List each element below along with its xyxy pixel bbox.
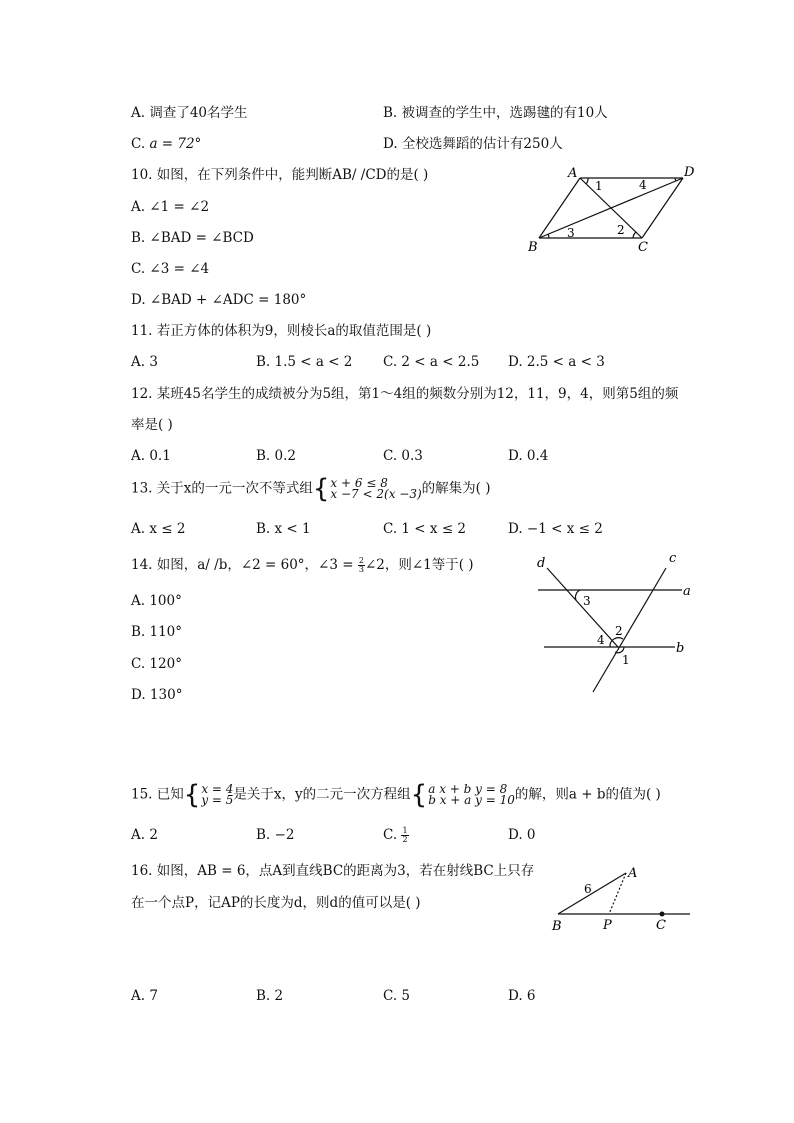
q10-option-b: B. ∠BAD = ∠BCD: [131, 230, 254, 246]
q10-label-angle-4: 4: [639, 178, 647, 192]
q16-option-d: D. 6: [508, 988, 536, 1004]
q11-option-b: B. 1.5 < a < 2: [256, 354, 353, 370]
q15-solution-y: y = 5: [201, 793, 234, 807]
q12-option-b: B. 0.2: [256, 448, 296, 464]
q12-stem-line2: 率是( ): [131, 417, 173, 433]
q14-fraction: [358, 557, 365, 574]
q14-option-d: D. 130°: [131, 687, 183, 703]
q10-label-angle-1: 1: [595, 179, 603, 193]
q16-stem-line2: 在一个点P，记AP的长度为d，则d的值可以是( ): [131, 895, 421, 911]
q14-option-a: A. 100°: [131, 593, 182, 609]
q10-label-angle-3: 3: [567, 226, 575, 240]
q15-option-b: B. −2: [256, 827, 295, 843]
q16-label-a: A: [628, 866, 638, 881]
q10-label-angle-2: 2: [617, 223, 625, 237]
q15-stem: [131, 780, 661, 810]
q13-option-a: A. x ≤ 2: [131, 521, 186, 537]
q14-label-a: a: [683, 584, 691, 599]
q15-equation-system: [410, 780, 515, 810]
q14-stem-prefix: 14. 如图，a/ /b，∠2 = 60°，∠3 =: [131, 557, 358, 573]
q13-inequality-2: x −7 < 2(x −3): [330, 487, 422, 501]
q13-brace: {: [312, 474, 330, 504]
q15-option-d: D. 0: [508, 827, 536, 843]
q12-option-a: A. 0.1: [131, 448, 171, 464]
q16-option-c: C. 5: [383, 988, 411, 1004]
q13-inequality-1: x + 6 ≤ 8: [330, 476, 388, 490]
q13-stem: [131, 474, 491, 504]
q14-label-angle-1: 1: [622, 653, 630, 667]
q9-option-d: D. 全校选舞蹈的估计有250人: [383, 136, 563, 152]
q14-stem-suffix: ∠2，则∠1等于( ): [364, 557, 474, 573]
q11-option-d: D. 2.5 < a < 3: [508, 354, 605, 370]
q9-option-c-expr: a = 72°: [149, 136, 202, 152]
q15-solution-brace: {: [183, 780, 201, 810]
q15-stem-prefix: 15. 已知: [131, 786, 184, 803]
q10-angle-3-arc: [548, 234, 549, 238]
q14-label-angle-2: 2: [615, 624, 623, 638]
q16-label-p: P: [603, 918, 612, 933]
q14-angle-4-arc: [610, 639, 614, 647]
q14-label-angle-3: 3: [583, 594, 591, 608]
q16-label-b: B: [552, 919, 562, 934]
q13-inequality-system: [312, 474, 422, 504]
q15-equation-1: a x + b y = 8: [428, 782, 508, 796]
q13-option-b: B. x < 1: [256, 521, 311, 537]
q12-option-c: C. 0.3: [383, 448, 423, 464]
q16-label-c: C: [656, 918, 666, 933]
q15-stem-suffix: 的解，则a + b的值为( ): [514, 786, 661, 803]
q16-ray-figure: [545, 860, 695, 938]
q16-option-b: B. 2: [256, 988, 284, 1004]
q10-option-d: D. ∠BAD + ∠ADC = 180°: [131, 292, 307, 308]
q15-equation-2: b x + a y = 10: [428, 793, 515, 807]
q10-label-a: A: [568, 166, 578, 181]
q10-option-a: A. ∠1 = ∠2: [131, 199, 210, 215]
q9-option-a: A. 调查了40名学生: [131, 105, 248, 121]
q16-segment-ab: [558, 873, 626, 914]
q15-option-c-fraction: [401, 827, 408, 844]
q11-stem: 11. 若正方体的体积为9，则棱长a的取值范围是( ): [131, 323, 432, 339]
q10-diagonal-bd: [539, 178, 683, 238]
q14-label-c: c: [669, 551, 677, 566]
q13-option-c: C. 1 < x ≤ 2: [383, 521, 467, 537]
q16-option-a: A. 7: [131, 988, 158, 1004]
q15-option-c-denominator: 2: [402, 835, 408, 844]
q10-parallelogram-figure: [525, 160, 700, 255]
q10-angle-2-arc: [633, 232, 636, 238]
q10-label-c: C: [638, 240, 648, 255]
q9-option-b: B. 被调查的学生中，选踢毽的有10人: [383, 105, 608, 121]
q14-stem: [131, 556, 474, 574]
q9-option-c-label: C.: [131, 136, 150, 152]
q12-stem-line1: 12. 某班45名学生的成绩被分为5组，第1～4组的频数分别为12，11，9，4，则第5组的频: [131, 386, 679, 402]
q11-option-c: C. 2 < a < 2.5: [383, 354, 480, 370]
q15-option-c-label: C.: [383, 827, 402, 843]
q10-angle-1-arc: [586, 178, 588, 184]
q14-line-c: [593, 568, 666, 692]
q15-stem-mid: 是关于x，y的二元一次方程组: [233, 786, 411, 803]
q16-label-length: 6: [584, 882, 592, 896]
q15-solution-system: [183, 780, 234, 810]
q13-stem-suffix: 的解集为( ): [421, 480, 491, 497]
q10-label-b: B: [528, 240, 538, 255]
q10-option-c: C. ∠3 = ∠4: [131, 261, 210, 277]
q15-option-c: [383, 826, 409, 844]
q10-stem: 10. 如图，在下列条件中，能判断AB/ /CD的是( ): [131, 167, 429, 183]
q15-equation-brace: {: [410, 780, 428, 810]
q14-fraction-numerator: 2: [358, 556, 364, 565]
q15-solution-x: x = 4: [201, 782, 234, 796]
q15-option-a: A. 2: [131, 827, 158, 843]
q13-stem-prefix: 13. 关于x的一元一次不等式组: [131, 480, 313, 497]
q14-angle-3-arc: [575, 590, 580, 600]
q14-option-c: C. 120°: [131, 656, 182, 672]
q9-option-c: [131, 135, 201, 153]
q14-option-b: B. 110°: [131, 624, 183, 640]
q14-label-angle-4: 4: [597, 633, 605, 647]
q14-label-d: d: [537, 556, 546, 571]
q15-option-c-numerator: 1: [402, 826, 408, 835]
q16-point-c: [660, 912, 665, 917]
q10-label-d: D: [684, 165, 695, 180]
q14-fraction-denominator: 3: [358, 565, 364, 574]
q14-label-b: b: [676, 641, 685, 656]
q11-option-a: A. 3: [131, 354, 158, 370]
q16-stem-line1: 16. 如图，AB = 6，点A到直线BC的距离为3，若在射线BC上只存: [131, 863, 535, 879]
q16-segment-ap: [609, 873, 626, 914]
q14-parallel-lines-figure: [530, 550, 705, 698]
q12-option-d: D. 0.4: [508, 448, 549, 464]
q13-option-d: D. −1 < x ≤ 2: [508, 521, 603, 537]
